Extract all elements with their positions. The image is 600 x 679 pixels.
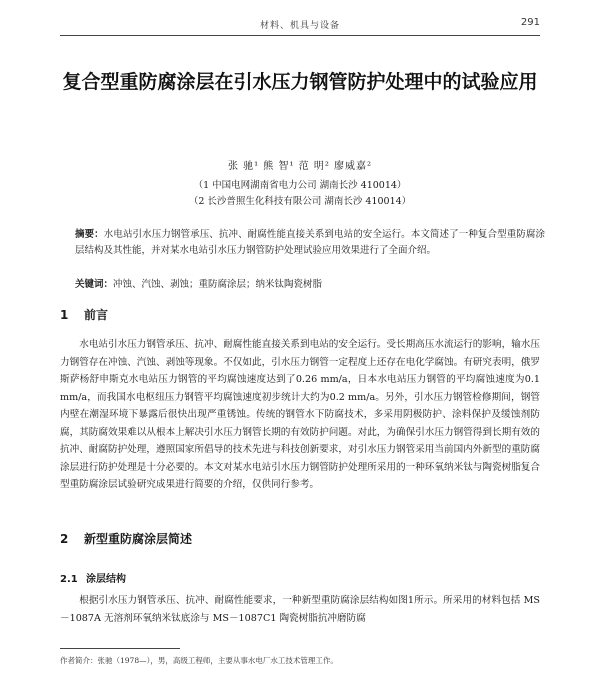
section-number: 2	[60, 532, 69, 546]
section-heading-2	[60, 530, 192, 547]
section-heading-1	[60, 306, 108, 323]
running-header	[60, 18, 540, 32]
subsection-heading	[60, 570, 126, 585]
section-title: 新型重防腐涂层简述	[84, 532, 193, 546]
article-title: 复合型重防腐涂层在引水压力钢管防护处理中的试验应用	[62, 71, 538, 93]
journal-section-title: 材料、机具与设备	[259, 21, 340, 31]
subsection-paragraph: 根据引水压力钢管承压、抗冲、耐腐性能要求，一种新型重防腐涂层结构如图1所示。所采用的材料包括 MS－1087A 无溶剂环氧纳米钛底涂与 MS－1087C1 陶瓷树脂抗冲磨防腐	[60, 595, 540, 624]
abstract-text: 水电站引水压力钢管承压、抗冲、耐腐性能直接关系到电站的安全运行。本文简述了一种复合型重防腐涂层结构及其性能，并对某水电站引水压力钢管防护处理试验应用效果进行了全面介绍。	[75, 229, 545, 256]
author-list: 张 驰¹ 熊 智¹ 范 明² 廖威嘉²	[227, 161, 373, 172]
section-number: 1	[60, 308, 69, 322]
subsection-title: 涂层结构	[86, 574, 126, 585]
affiliation-1: （1 中国电网湖南省电力公司 湖南长沙 410014）	[193, 180, 407, 191]
section-title: 前言	[84, 308, 109, 322]
subsection-number: 2.1	[60, 574, 78, 585]
abstract-label: 摘要：	[75, 229, 104, 240]
author-footnote: 作者简介：张驰（1978—），男，高级工程师，主要从事水电厂水工技术管理工作。	[60, 656, 338, 665]
keywords	[75, 276, 545, 290]
affiliation-2: （2 长沙普照生化科技有限公司 湖南长沙 410014）	[188, 196, 412, 207]
footnote-divider	[60, 648, 180, 649]
section-1-paragraph: 水电站引水压力钢管承压、抗冲、耐腐性能直接关系到电站的安全运行。受长期高压水流运行的影响，输水压力钢管存在冲蚀、汽蚀、剥蚀等现象。不仅如此，引水压力钢管一定程度上还存在电化学腐蚀。有研究表明，俄罗斯萨杨舒申斯克水电站压力钢管的平均腐蚀速度达到了0.26 mm/a，日本水电站压力钢管的平均腐蚀速度为0.1 mm/a，而我国水电枢纽压力钢管平均腐蚀速度初步统计大约为0.2 mm/a。另外，引水压力钢管检修期间，钢管内壁在潮湿环境下暴露后很快出现严重锈蚀。传统的钢管水下防腐技术，多采用阴极防护、涂料保护及缓蚀剂防腐，其防腐效果难以从根本上解决引水压力钢管长期的有效防护问题。对此，为确保引水压力钢管得到长期有效的抗冲、耐腐防护处理，遵照国家所倡导的技术先进与科技创新要求，对引水压力钢管采用当前国内外新型的重防腐涂层进行防护处理是十分必要的。本文对某水电站引水压力钢管防护处理所采用的一种环氧纳米钛与陶瓷树脂复合型重防腐涂层试验研究成果进行简要的介绍，仅供同行参考。	[60, 339, 540, 490]
keywords-text: 冲蚀、汽蚀、剥蚀；重防腐涂层；纳米钛陶瓷树脂	[113, 279, 323, 290]
page-number: 291	[520, 17, 540, 28]
abstract	[75, 227, 545, 259]
keywords-label: 关键词：	[75, 279, 114, 290]
header-divider	[60, 35, 540, 36]
